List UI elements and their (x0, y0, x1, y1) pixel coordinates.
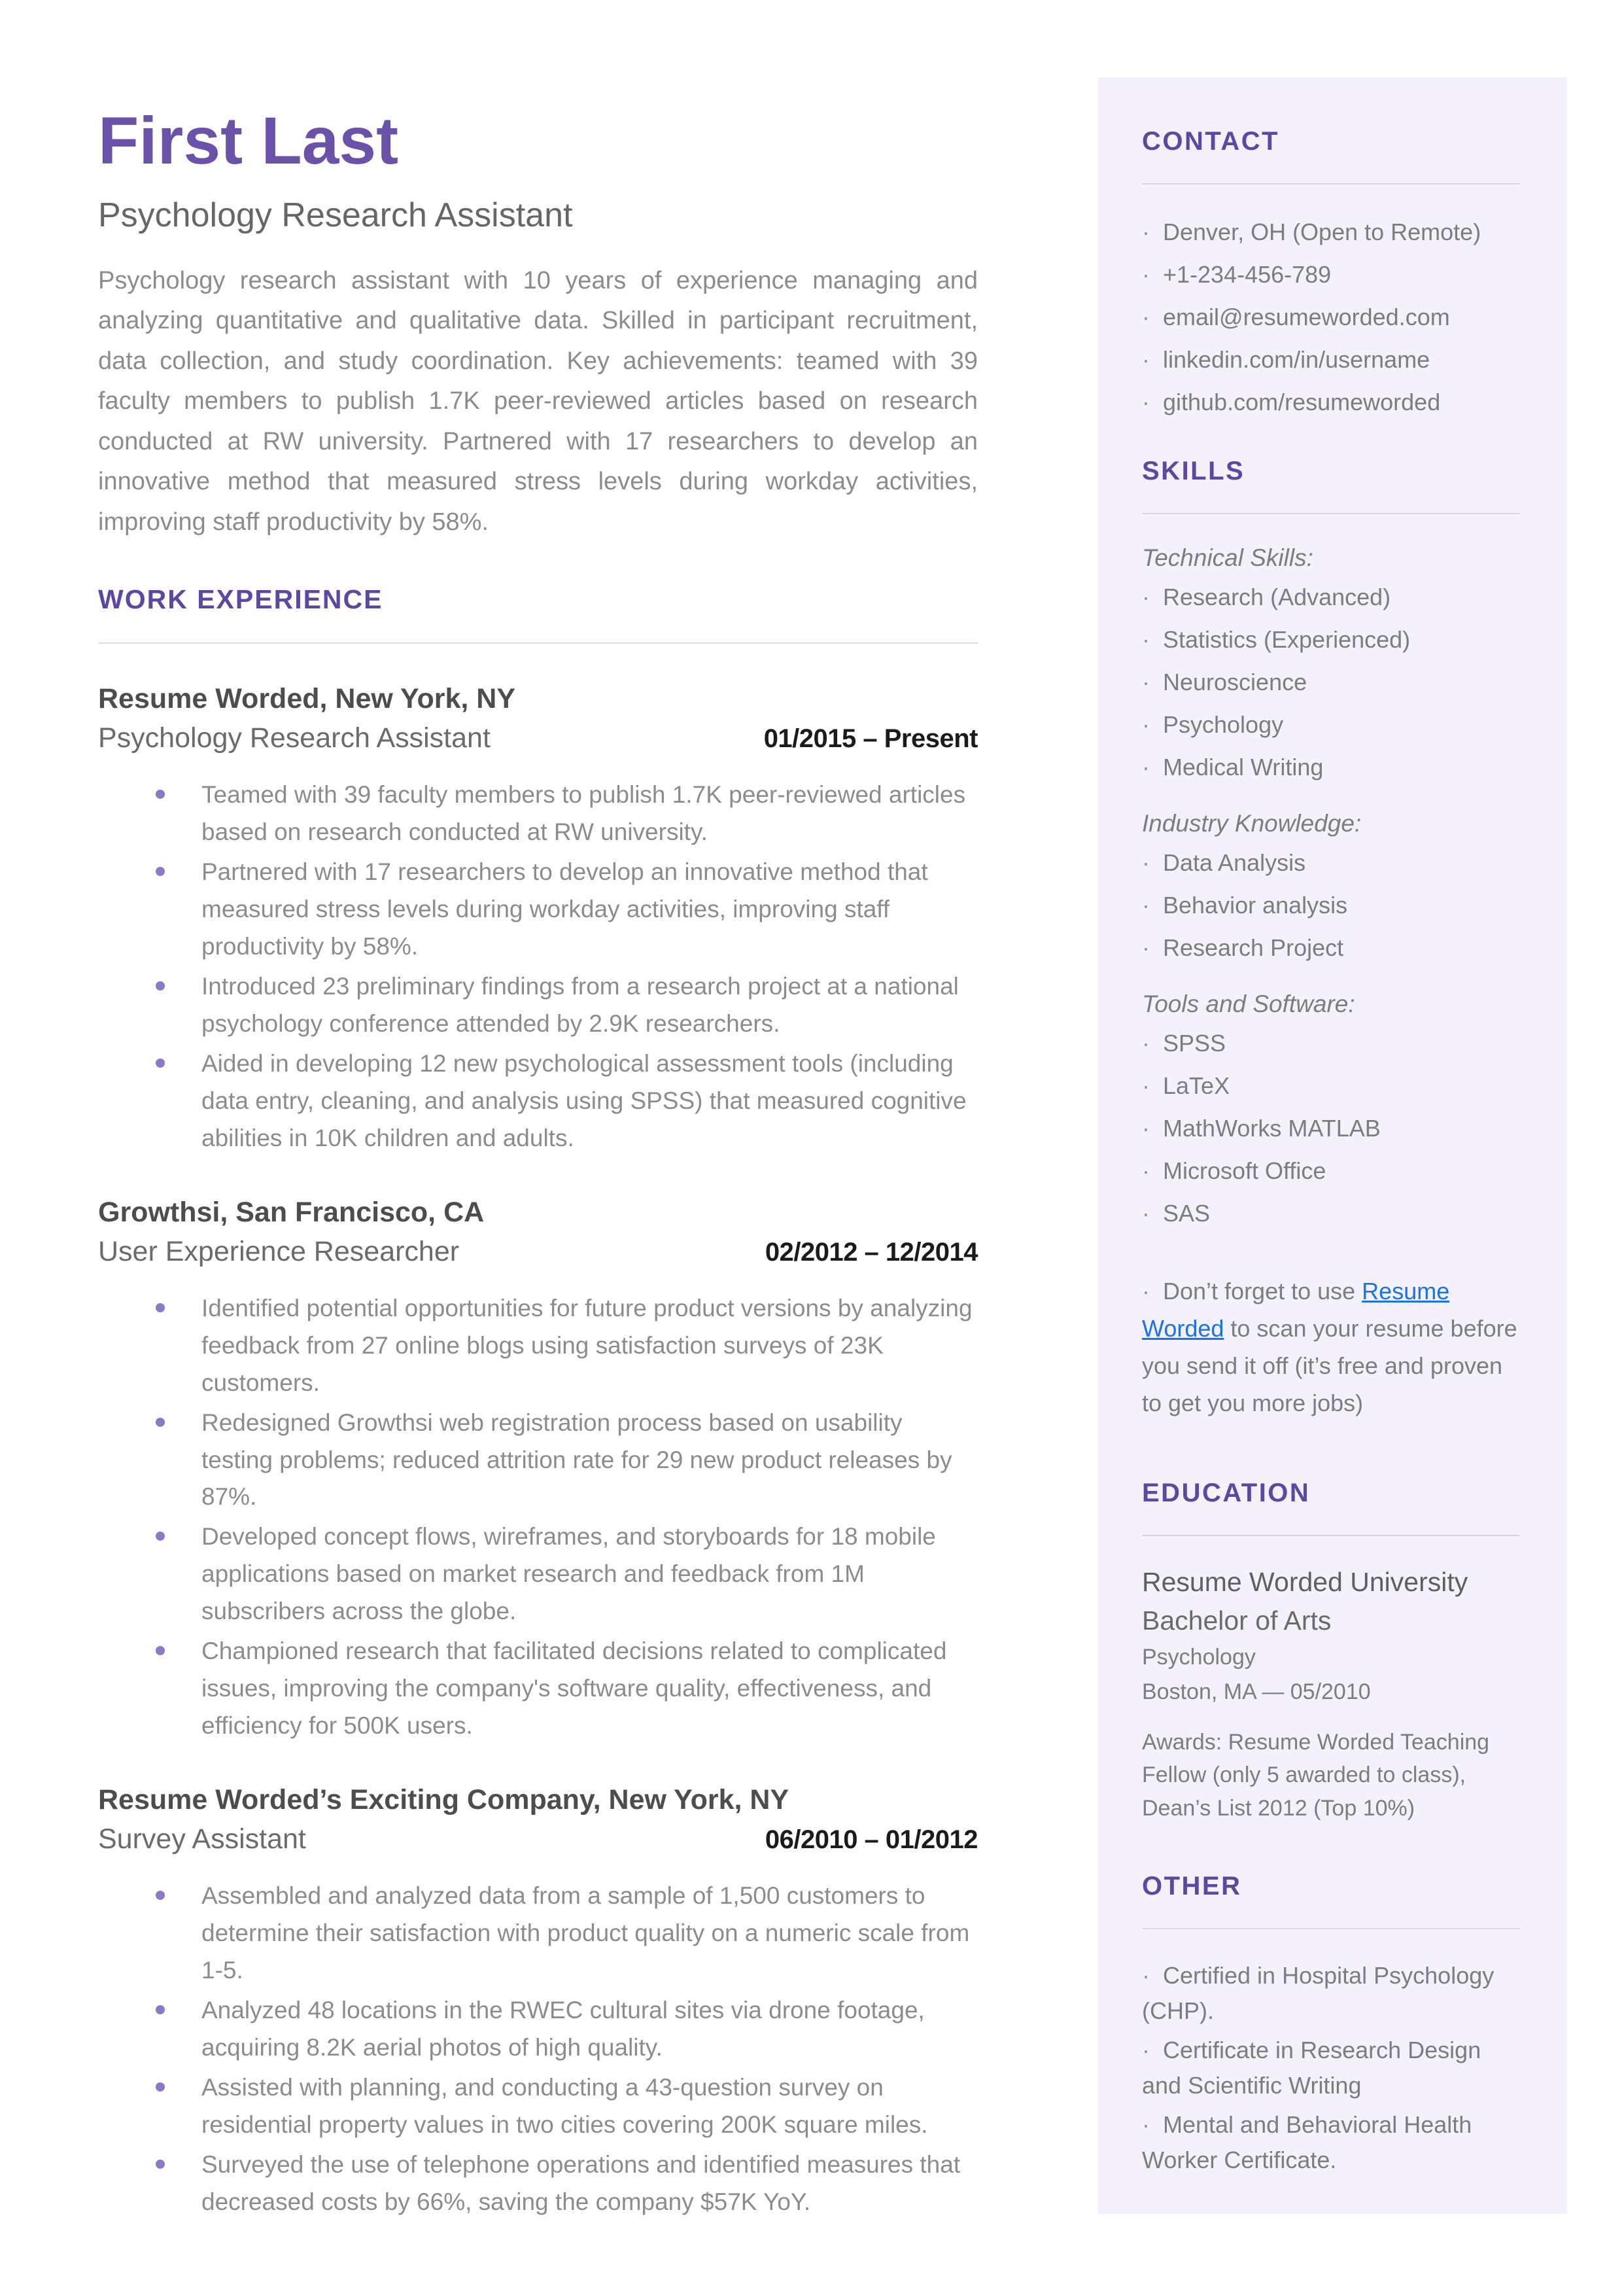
resume-worded-link[interactable]: Resume Worded (1142, 1278, 1450, 1342)
job-entry-3 (98, 1783, 978, 2220)
job-bullets (98, 1290, 978, 1745)
job-bullet: Developed concept flows, wireframes, and storyboards for 18 mobile applications based on market research and feedback from 1M subscribers across the globe. (98, 1518, 978, 1630)
bullet-dot-icon: · (1142, 1200, 1150, 1227)
sidebar-divider (1142, 1535, 1520, 1536)
skills-heading: SKILLS (1142, 457, 1245, 485)
job-bullets (98, 1878, 978, 2221)
section-divider (98, 642, 978, 644)
job-entry-1 (98, 682, 978, 1157)
bullet-dot-icon: · (1142, 1072, 1150, 1099)
other-list (1142, 1958, 1520, 2178)
bullet-dot-icon: · (1142, 1961, 1150, 1989)
company-name: Resume Worded, New York, NY (98, 683, 516, 715)
tip-text-prefix: Don’t forget to use (1163, 1278, 1362, 1305)
education-location-date: Boston, MA — 05/2010 (1142, 1679, 1371, 1704)
main-column (98, 103, 978, 2224)
job-dates: 02/2012 – 12/2014 (765, 1237, 978, 1267)
skill-item: · MathWorks MATLAB (1142, 1115, 1381, 1142)
skills-group-label-tools: Tools and Software: (1142, 990, 1355, 1017)
role-row (98, 722, 978, 754)
tip-text-suffix: to scan your resume before you send it off (it’s free and proven to get you more jobs) (1142, 1314, 1517, 1416)
bullet-dot-icon: · (1142, 892, 1150, 919)
job-bullet: Identified potential opportunities for future product versions by analyzing feedback from 27 online blogs using satisfaction surveys of 23K customers. (98, 1290, 978, 1402)
skills-section (1142, 455, 1520, 1422)
skill-item: · Neuroscience (1142, 669, 1307, 695)
education-awards: Awards: Resume Worded Teaching Fellow (only 5 awarded to class), Dean’s List 2012 (Top 10%) (1142, 1729, 1490, 1821)
bullet-dot-icon: · (1142, 2036, 1150, 2063)
bullet-dot-icon: · (1142, 711, 1150, 738)
bullet-dot-icon: · (1142, 1030, 1150, 1057)
job-bullets (98, 777, 978, 1157)
education-degree: Bachelor of Arts (1142, 1605, 1332, 1636)
bullet-dot-icon: · (1142, 346, 1150, 373)
skill-item: · LaTeX (1142, 1072, 1230, 1099)
contact-section (1142, 126, 1520, 420)
contact-list (1142, 215, 1520, 420)
skill-item: · Psychology (1142, 711, 1284, 738)
work-experience-heading: WORK EXPERIENCE (98, 584, 383, 615)
sidebar (1098, 77, 1567, 2214)
job-role: Psychology Research Assistant (98, 722, 491, 754)
company-name: Resume Worded’s Exciting Company, New York, NY (98, 1784, 789, 1816)
bullet-dot-icon: · (1142, 1115, 1150, 1142)
skill-item: · Data Analysis (1142, 849, 1306, 876)
role-row (98, 1823, 978, 1855)
bullet-dot-icon: · (1142, 389, 1150, 415)
education-section (1142, 1477, 1520, 1825)
skill-item: · Medical Writing (1142, 754, 1324, 780)
skill-item: · Research (Advanced) (1142, 584, 1391, 610)
sidebar-divider (1142, 183, 1520, 184)
job-bullet: Assembled and analyzed data from a sample of 1,500 customers to determine their satisfaction with product quality on a numeric scale from 1-5. (98, 1878, 978, 1989)
bullet-dot-icon: · (1142, 219, 1150, 245)
bullet-dot-icon: · (1142, 2111, 1150, 2138)
job-entry-2 (98, 1195, 978, 1745)
bullet-dot-icon: · (1142, 754, 1150, 780)
job-bullet: Redesigned Growthsi web registration process based on usability testing problems; reduced attrition rate for 29 new product releases by 87%. (98, 1405, 978, 1516)
other-item: · Certificate in Research Design and Scientific Writing (1142, 2036, 1481, 2099)
contact-item-linkedin: · linkedin.com/in/username (1142, 346, 1430, 373)
other-section (1142, 1870, 1520, 2178)
skill-item: · SAS (1142, 1200, 1211, 1227)
skills-group-label-technical: Technical Skills: (1142, 544, 1313, 571)
skill-item: · Research Project (1142, 934, 1344, 961)
job-dates: 06/2010 – 01/2012 (765, 1825, 978, 1855)
job-bullet: Aided in developing 12 new psychological assessment tools (including data entry, cleaning, and analysis using SPSS) that measured cognitive abilities in 10K children and adults. (98, 1045, 978, 1157)
bullet-dot-icon: · (1142, 669, 1150, 695)
bullet-dot-icon: · (1142, 304, 1150, 330)
role-row (98, 1236, 978, 1268)
job-role: Survey Assistant (98, 1823, 306, 1855)
other-heading: OTHER (1142, 1871, 1242, 1901)
education-major: Psychology (1142, 1645, 1256, 1670)
skill-item: · Statistics (Experienced) (1142, 626, 1411, 653)
bullet-dot-icon: · (1142, 584, 1150, 610)
contact-heading: CONTACT (1142, 127, 1280, 156)
bullet-dot-icon: · (1142, 626, 1150, 653)
skill-item: · Behavior analysis (1142, 892, 1348, 919)
bullet-dot-icon: · (1142, 934, 1150, 961)
job-role: User Experience Researcher (98, 1235, 460, 1267)
skill-item: · SPSS (1142, 1030, 1226, 1057)
skill-item: · Microsoft Office (1142, 1157, 1326, 1184)
other-item: · Certified in Hospital Psychology (CHP). (1142, 1961, 1494, 2024)
job-bullet: Championed research that facilitated decisions related to complicated issues, improving the company's software quality, effectiveness, and efficiency for 500K users. (98, 1633, 978, 1745)
company-name: Growthsi, San Francisco, CA (98, 1196, 485, 1228)
job-bullet: Teamed with 39 faculty members to publish 1.7K peer-reviewed articles based on research conducted at RW university. (98, 777, 978, 851)
contact-item-email: · email@resumeworded.com (1142, 304, 1450, 330)
contact-item-phone: · +1-234-456-789 (1142, 261, 1332, 288)
bullet-dot-icon: · (1142, 261, 1150, 288)
resume-worded-tip (1142, 1273, 1520, 1422)
bullet-dot-icon: · (1142, 1278, 1150, 1305)
education-heading: EDUCATION (1142, 1478, 1311, 1507)
bullet-dot-icon: · (1142, 849, 1150, 876)
job-bullet: Introduced 23 preliminary findings from a research project at a national psychology conference attended by 2.9K researchers. (98, 968, 978, 1043)
contact-item-github: · github.com/resumeworded (1142, 389, 1441, 415)
other-item: · Mental and Behavioral Health Worker Certificate. (1142, 2111, 1472, 2173)
skills-group-label-industry: Industry Knowledge: (1142, 810, 1362, 837)
job-bullet: Partnered with 17 researchers to develop an innovative method that measured stress levels during workday activities, improving staff productivity by 58%. (98, 854, 978, 966)
person-job-title: Psychology Research Assistant (98, 196, 573, 235)
job-dates: 01/2015 – Present (763, 724, 978, 754)
education-school: Resume Worded University (1142, 1566, 1468, 1597)
summary-paragraph: Psychology research assistant with 10 years of experience managing and analyzing quantitative and qualitative data. Skilled in participant recruitment, data collection, and study coordination. Key achievements: teamed with 39 faculty members to publish 1.7K peer-reviewed articles based on research conducted at RW university. Partnered with 17 researchers to develop an innovative method that measured stress levels during workday activities, improving staff productivity by 58%. (98, 266, 978, 536)
person-name: First Last (98, 103, 399, 178)
job-bullet: Analyzed 48 locations in the RWEC cultural sites via drone footage, acquiring 8.2K aerial photos of high quality. (98, 1992, 978, 2067)
bullet-dot-icon: · (1142, 1157, 1150, 1184)
job-bullet: Assisted with planning, and conducting a 43-question survey on residential property values in two cities covering 200K square miles. (98, 2069, 978, 2144)
contact-item-location: · Denver, OH (Open to Remote) (1142, 219, 1481, 245)
job-bullet: Surveyed the use of telephone operations and identified measures that decreased costs by 66%, saving the company $57K YoY. (98, 2146, 978, 2221)
sidebar-divider (1142, 513, 1520, 514)
sidebar-divider (1142, 1928, 1520, 1929)
